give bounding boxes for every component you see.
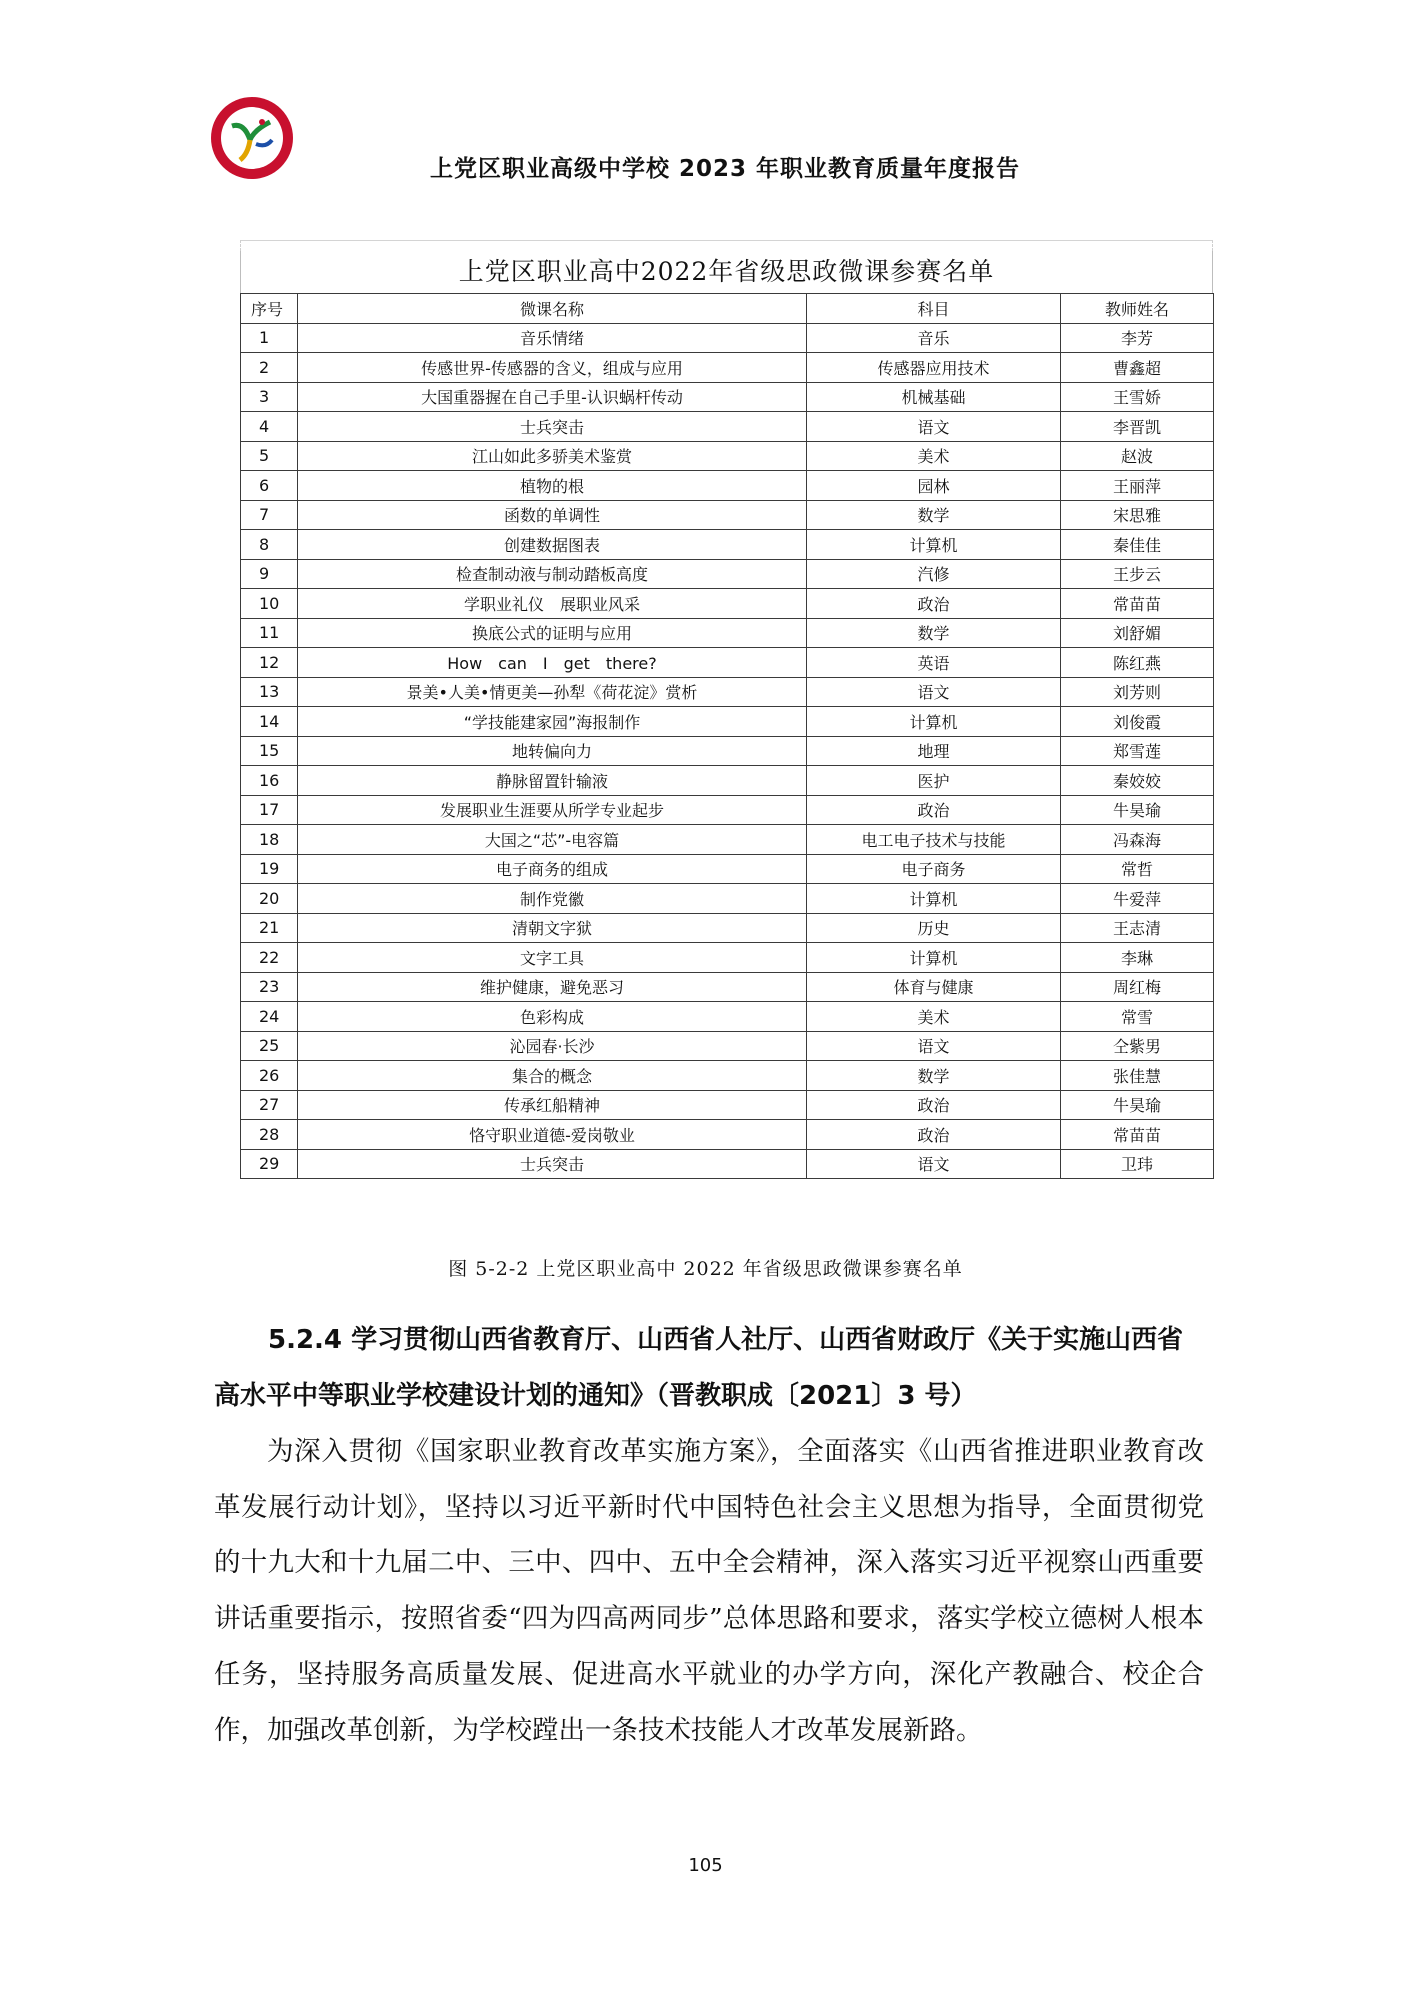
figure-caption: 图 5-2-2 上党区职业高中 2022 年省级思政微课参赛名单 [448,1258,963,1280]
cell-index: 2 [241,353,298,383]
cell-course: 大国之“芯”-电容篇 [298,825,807,855]
cell-teacher: 李琳 [1061,943,1214,973]
table-row [241,913,1214,943]
cell-subject: 电工电子技术与技能 [807,825,1061,855]
cell-index: 9 [241,559,298,589]
cell-index: 5 [241,441,298,471]
cell-course: How can I get there? [298,648,807,678]
body-paragraph: 为深入贯彻《国家职业教育改革实施方案》，全面落实《山西省推进职业教育改革发展行动计划》，坚持以习近平新时代中国特色社会主义思想为指导，全面贯彻党的十九大和十九届二中、三中、四中、五中全会精神，深入落实习近平视察山西重要讲话重要指示，按照省委“四为四高两同步”总体思路和要求，落实学校立德树人根本任务，坚持服务高质量发展、促进高水平就业的办学方向，深化产教融合、校企合作，加强改革创新，为学校蹚出一条技术技能人才改革发展新路。 [214,1436,1204,1746]
cell-index: 28 [241,1120,298,1150]
cell-teacher: 刘芳则 [1061,677,1214,707]
table-row [241,471,1214,501]
table-row [241,559,1214,589]
page-number: 105 [688,1855,723,1876]
cell-course: 检查制动液与制动踏板高度 [298,559,807,589]
cell-course: 函数的单调性 [298,500,807,530]
cell-subject: 政治 [807,589,1061,619]
cell-subject: 数学 [807,500,1061,530]
cell-teacher: 牛昊瑜 [1061,1090,1214,1120]
cell-index: 22 [241,943,298,973]
spreadsheet-top-edge [240,240,1213,251]
cell-subject: 计算机 [807,943,1061,973]
cell-subject: 数学 [807,1061,1061,1091]
cell-course: 传感世界-传感器的含义，组成与应用 [298,353,807,383]
cell-course: 植物的根 [298,471,807,501]
cell-teacher: 张佳慧 [1061,1061,1214,1091]
roster-body [241,323,1214,1179]
table-row [241,353,1214,383]
table-row [241,589,1214,619]
cell-index: 3 [241,382,298,412]
cell-index: 27 [241,1090,298,1120]
cell-subject: 语文 [807,1149,1061,1179]
cell-index: 14 [241,707,298,737]
cell-teacher: 牛爱萍 [1061,884,1214,914]
table-row [241,1061,1214,1091]
table-row [241,884,1214,914]
cell-index: 10 [241,589,298,619]
cell-subject: 计算机 [807,707,1061,737]
table-row [241,854,1214,884]
cell-index: 15 [241,736,298,766]
cell-index: 1 [241,323,298,353]
cell-subject: 计算机 [807,530,1061,560]
table-row [241,1031,1214,1061]
cell-teacher: 赵波 [1061,441,1214,471]
cell-teacher: 陈红燕 [1061,648,1214,678]
cell-course: 传承红船精神 [298,1090,807,1120]
column-header-course: 微课名称 [298,294,807,324]
cell-subject: 历史 [807,913,1061,943]
table-row [241,707,1214,737]
cell-course: 维护健康，避免恶习 [298,972,807,1002]
cell-teacher: 周红梅 [1061,972,1214,1002]
cell-teacher: 刘俊霞 [1061,707,1214,737]
column-header-teacher: 教师姓名 [1061,294,1214,324]
cell-index: 24 [241,1002,298,1032]
cell-subject: 语文 [807,412,1061,442]
cell-subject: 美术 [807,441,1061,471]
cell-course: 创建数据图表 [298,530,807,560]
cell-subject: 园林 [807,471,1061,501]
cell-course: “学技能建家园”海报制作 [298,707,807,737]
column-header-subject: 科目 [807,294,1061,324]
cell-teacher: 刘舒媚 [1061,618,1214,648]
table-row [241,500,1214,530]
cell-subject: 体育与健康 [807,972,1061,1002]
cell-subject: 政治 [807,1120,1061,1150]
cell-index: 29 [241,1149,298,1179]
cell-course: 学职业礼仪 展职业风采 [298,589,807,619]
table-row [241,766,1214,796]
cell-course: 士兵突击 [298,412,807,442]
cell-course: 制作党徽 [298,884,807,914]
cell-index: 11 [241,618,298,648]
cell-teacher: 常雪 [1061,1002,1214,1032]
cell-teacher: 王丽萍 [1061,471,1214,501]
table-row [241,1120,1214,1150]
cell-index: 18 [241,825,298,855]
cell-course: 换底公式的证明与应用 [298,618,807,648]
cell-teacher: 秦姣姣 [1061,766,1214,796]
roster-title: 上党区职业高中2022年省级思政微课参赛名单 [240,251,1213,293]
cell-course: 恪守职业道德-爱岗敬业 [298,1120,807,1150]
cell-course: 音乐情绪 [298,323,807,353]
cell-course: 文字工具 [298,943,807,973]
cell-index: 21 [241,913,298,943]
cell-subject: 语文 [807,1031,1061,1061]
cell-subject: 传感器应用技术 [807,353,1061,383]
table-row [241,1149,1214,1179]
report-header-title: 上党区职业高级中学校 2023 年职业教育质量年度报告 [430,156,1021,182]
table-row [241,736,1214,766]
cell-teacher: 王志清 [1061,913,1214,943]
cell-course: 集合的概念 [298,1061,807,1091]
cell-course: 沁园春·长沙 [298,1031,807,1061]
cell-course: 大国重器握在自己手里-认识蜗杆传动 [298,382,807,412]
cell-course: 景美•人美•情更美—孙犁《荷花淀》赏析 [298,677,807,707]
cell-teacher: 王步云 [1061,559,1214,589]
cell-course: 发展职业生涯要从所学专业起步 [298,795,807,825]
table-row [241,677,1214,707]
table-row [241,1002,1214,1032]
cell-subject: 医护 [807,766,1061,796]
cell-course: 地转偏向力 [298,736,807,766]
cell-teacher: 李晋凯 [1061,412,1214,442]
cell-index: 13 [241,677,298,707]
cell-subject: 美术 [807,1002,1061,1032]
cell-teacher: 郑雪莲 [1061,736,1214,766]
table-row [241,1090,1214,1120]
table-row [241,618,1214,648]
school-emblem-logo [210,96,294,180]
cell-index: 16 [241,766,298,796]
table-row [241,530,1214,560]
cell-teacher: 常苗苗 [1061,589,1214,619]
roster-table [240,293,1214,1179]
cell-index: 6 [241,471,298,501]
section-heading: 5.2.4 学习贯彻山西省教育厅、山西省人社厅、山西省财政厅《关于实施山西省高水平中等职业学校建设计划的通知》（晋教职成〔2021〕3 号） [214,1325,1184,1411]
table-row [241,825,1214,855]
cell-index: 8 [241,530,298,560]
cell-subject: 语文 [807,677,1061,707]
cell-subject: 机械基础 [807,382,1061,412]
cell-index: 17 [241,795,298,825]
cell-teacher: 王雪娇 [1061,382,1214,412]
cell-course: 静脉留置针输液 [298,766,807,796]
cell-course: 士兵突击 [298,1149,807,1179]
table-row [241,382,1214,412]
cell-course: 色彩构成 [298,1002,807,1032]
cell-index: 20 [241,884,298,914]
table-row [241,412,1214,442]
cell-index: 4 [241,412,298,442]
cell-index: 26 [241,1061,298,1091]
cell-teacher: 秦佳佳 [1061,530,1214,560]
table-row [241,648,1214,678]
cell-index: 25 [241,1031,298,1061]
table-row [241,441,1214,471]
cell-teacher: 仝紫男 [1061,1031,1214,1061]
table-row [241,972,1214,1002]
cell-teacher: 冯森海 [1061,825,1214,855]
table-row [241,795,1214,825]
cell-index: 12 [241,648,298,678]
cell-subject: 汽修 [807,559,1061,589]
cell-subject: 政治 [807,1090,1061,1120]
roster-header-row [241,294,1214,324]
cell-teacher: 卫玮 [1061,1149,1214,1179]
cell-subject: 英语 [807,648,1061,678]
cell-subject: 音乐 [807,323,1061,353]
cell-subject: 数学 [807,618,1061,648]
cell-teacher: 李芳 [1061,323,1214,353]
cell-course: 江山如此多骄美术鉴赏 [298,441,807,471]
table-row [241,323,1214,353]
cell-subject: 计算机 [807,884,1061,914]
cell-index: 23 [241,972,298,1002]
cell-teacher: 常哲 [1061,854,1214,884]
cell-teacher: 宋思雅 [1061,500,1214,530]
cell-index: 7 [241,500,298,530]
cell-course: 电子商务的组成 [298,854,807,884]
cell-index: 19 [241,854,298,884]
cell-teacher: 牛昊瑜 [1061,795,1214,825]
cell-teacher: 曹鑫超 [1061,353,1214,383]
roster-figure [240,240,1213,1179]
table-row [241,943,1214,973]
cell-subject: 政治 [807,795,1061,825]
cell-subject: 电子商务 [807,854,1061,884]
cell-teacher: 常苗苗 [1061,1120,1214,1150]
cell-subject: 地理 [807,736,1061,766]
cell-course: 清朝文字狱 [298,913,807,943]
column-header-index: 序号 [241,294,298,324]
